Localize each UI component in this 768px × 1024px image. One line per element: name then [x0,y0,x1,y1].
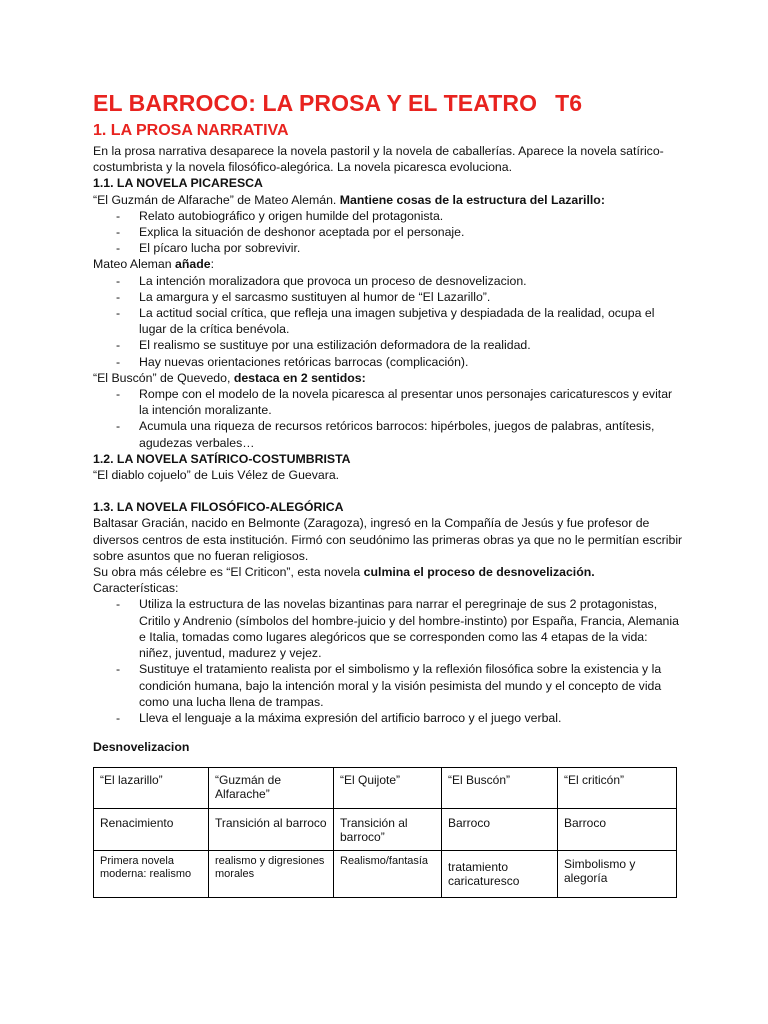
dash-marker: - [116,662,121,677]
caracteristicas-label: Características: [93,581,179,596]
table-cell: Simbolismo y alegoría [558,851,677,898]
list-item-text: La actitud social crítica, que refleja una imagen subjetiva y despiadada de la realidad, ocupa el lugar de la crítica benévola. [139,306,655,337]
spacer [93,726,683,739]
dash-marker: - [116,597,121,612]
desnovelizacion-table [93,767,677,898]
dash-marker: - [116,273,121,288]
dash-marker: - [116,354,121,369]
title-code: T6 [555,90,583,116]
list-item [93,354,683,370]
list-item-text: Relato autobiográfico y origen humilde del protagonista. [139,208,444,223]
criticon-bold: culmina el proceso de desnovelización. [363,565,595,580]
aleman-line: Mateo Aleman [93,257,172,272]
list-item [93,710,683,726]
list-item-text: Lleva el lenguaje a la máxima expresión del artificio barroco y el juego verbal. [139,710,562,725]
table-cell: Barroco [558,809,677,851]
list-item-text: Rompe con el modelo de la novela picaresca al presentar unos personajes caricaturescos y evitar la intención moralizante. [139,387,673,418]
table-row [94,768,677,809]
list-item [93,240,683,256]
table-cell: “El criticón” [558,768,677,809]
table-cell: Transición al barroco” [334,809,442,851]
list-item [93,273,683,289]
gracian-bio-paragraph: Baltasar Gracián, nacido en Belmonte (Zaragoza), ingresó en la Compañía de Jesús y fue profesor de diversos centros de esta institución. Firmó con seudónimo las primeras obras ya que no le permitían escribir sobre asuntos que no fueran religiosos. [93,516,683,563]
table-cell: Barroco [442,809,558,851]
dash-marker: - [116,225,121,240]
buscon-bold: destaca en 2 sentidos: [233,370,366,385]
guzman-paragraph [93,192,683,208]
dash-marker: - [116,710,121,725]
subheading-picaresca: 1.1. LA NOVELA PICARESCA [93,176,263,191]
table-cell: tratamiento caricaturesco [442,851,558,898]
list-item [93,208,683,224]
dash-marker: - [116,387,121,402]
table-cell: “El lazarillo” [94,768,209,809]
guzman-bold: Mantiene cosas de la estructura del Lazarillo: [339,192,605,207]
list-item-text: Acumula una riqueza de recursos retóricos barrocos: hipérboles, juegos de palabras, antítesis, agudezas verbales… [139,419,655,450]
section-intro: En la prosa narrativa desaparece la novela pastoril y la novela de caballerías. Aparece la novela satírico-costumbrista y la novela filosófico-alegórica. La novela picaresca evoluciona. [93,144,664,175]
guzman-line: “El Guzmán de Alfarache” de Mateo Alemán. [93,192,337,207]
aleman-colon: : [210,257,214,272]
list-item [93,305,683,337]
title-main: EL BARROCO: LA PROSA Y EL TEATRO [93,90,538,116]
list-item [93,661,683,710]
dash-marker: - [116,419,121,434]
list-item [93,386,683,418]
list-item [93,337,683,353]
criticon-list [93,596,683,726]
buscon-list [93,386,683,451]
diablo-cojuelo-paragraph: “El diablo cojuelo” de Luis Vélez de Guevara. [93,468,340,483]
list-item-text: Utiliza la estructura de las novelas bizantinas para narrar el peregrinaje de sus 2 protagonistas, Critilo y Andrenio (símbolos del hombre-juicio y del hombre-instinto) por España, Francia, Alemania e Italia, tomadas como lugares alegóricos que se corresponden como las 4 etapas de la vida: niñez, juventud, madurez y vejez. [139,597,679,661]
subheading-satirico: 1.2. LA NOVELA SATÍRICO-COSTUMBRISTA [93,451,351,466]
criticon-line: Su obra más célebre es “El Criticon”, esta novela [93,565,361,580]
table-row [94,809,677,851]
list-item-text: La intención moralizadora que provoca un proceso de desnovelizacion. [139,273,527,288]
guzman-list [93,208,683,257]
aleman-paragraph [93,256,683,272]
criticon-paragraph [93,564,683,580]
table-cell: Realismo/fantasía [334,851,442,898]
dash-marker: - [116,306,121,321]
list-item-text: Sustituye el tratamiento realista por el simbolismo y la reflexión filosófica sobre la existencia y la condición humana, bajo la intención moral y la visión pesimista del mundo y el concepto de vida como una lucha llena de trampas. [139,662,662,709]
table-cell: Primera novela moderna: realismo [94,851,209,898]
table-cell: Transición al barroco [209,809,334,851]
table-cell: Renacimiento [94,809,209,851]
document-title [93,88,683,118]
dash-marker: - [116,208,121,223]
table-cell: realismo y digresiones morales [209,851,334,898]
list-item [93,418,683,450]
list-item-text: El realismo se sustituye por una estilización deformadora de la realidad. [139,338,531,353]
list-item [93,224,683,240]
list-item [93,289,683,305]
table-row [94,851,677,898]
table-cell: “El Buscón” [442,768,558,809]
list-item-text: Hay nuevas orientaciones retóricas barrocas (complicación). [139,354,469,369]
dash-marker: - [116,241,121,256]
spacer [93,483,683,499]
table-title: Desnovelizacion [93,740,190,755]
section-heading-prosa-narrativa: 1. LA PROSA NARRATIVA [93,122,289,139]
list-item-text: Explica la situación de deshonor aceptada por el personaje. [139,225,465,240]
table-cell: “El Quijote” [334,768,442,809]
list-item-text: La amargura y el sarcasmo sustituyen al humor de “El Lazarillo”. [139,289,491,304]
dash-marker: - [116,338,121,353]
subheading-filosofico: 1.3. LA NOVELA FILOSÓFICO-ALEGÓRICA [93,500,344,515]
document-content [93,88,683,898]
aleman-bold: añade [175,257,211,272]
buscon-line: “El Buscón” de Quevedo, [93,370,231,385]
list-item-text: El pícaro lucha por sobrevivir. [139,241,301,256]
buscon-paragraph [93,370,683,386]
dash-marker: - [116,289,121,304]
aleman-list [93,273,683,370]
list-item [93,596,683,661]
table-cell: “Guzmán de Alfarache” [209,768,334,809]
